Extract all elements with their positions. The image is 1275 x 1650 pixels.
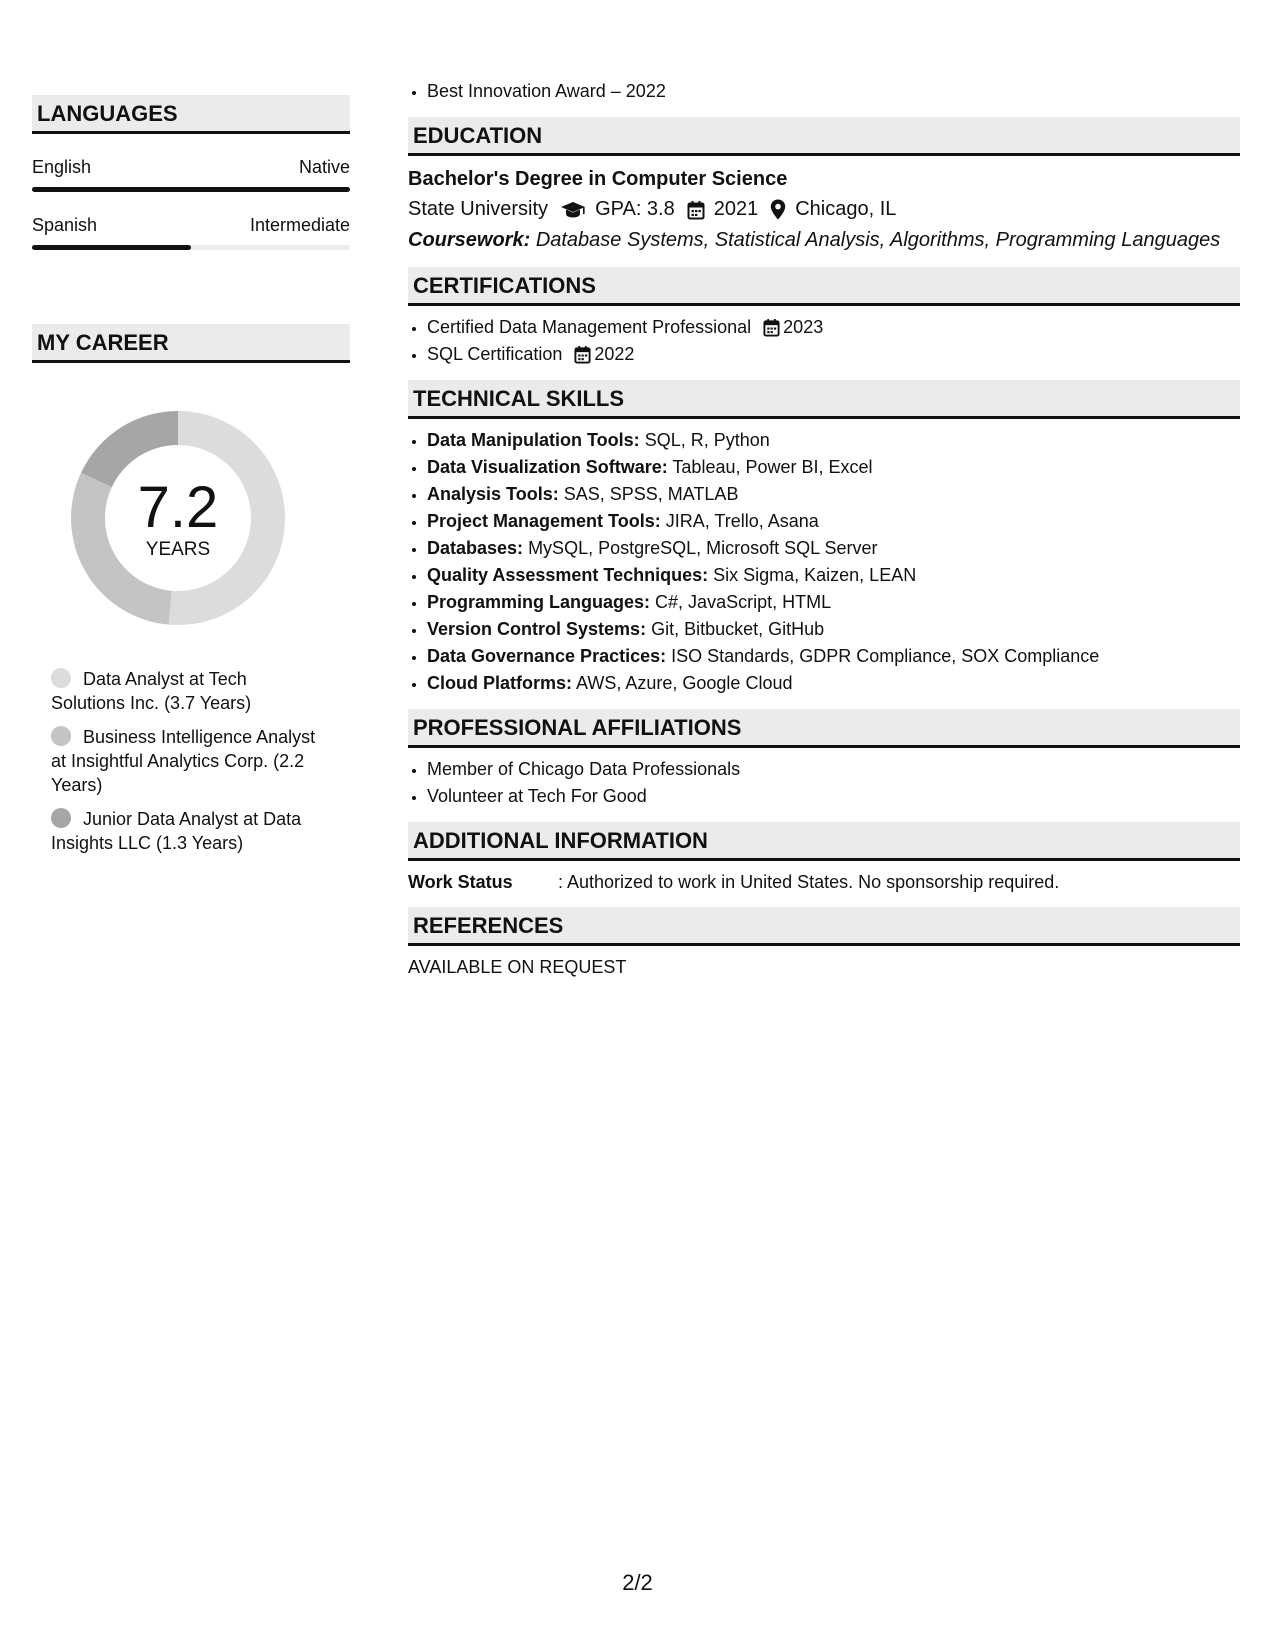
work-status-row bbox=[408, 869, 1240, 895]
affiliation-item: • Volunteer at Tech For Good bbox=[427, 783, 1240, 810]
skill-value: Git, Bitbucket, GitHub bbox=[651, 619, 825, 639]
career-role: Data Analyst at Tech Solutions Inc. (3.7 Years) bbox=[51, 669, 252, 713]
language-level: Intermediate bbox=[249, 215, 350, 235]
education-coursework bbox=[408, 225, 1240, 255]
skill-item bbox=[427, 643, 1240, 670]
education-meta bbox=[408, 194, 1240, 225]
career-legend-item bbox=[51, 667, 321, 715]
additional-info-heading: ADDITIONAL INFORMATION bbox=[408, 822, 1240, 861]
calendar-icon bbox=[763, 318, 780, 337]
language-proficiency-bar bbox=[32, 245, 350, 250]
education-school: State University bbox=[408, 198, 549, 220]
awards-list bbox=[408, 78, 1240, 105]
certifications-heading: CERTIFICATIONS bbox=[408, 267, 1240, 306]
work-status-label: Work Status bbox=[408, 872, 513, 892]
skill-item bbox=[427, 481, 1240, 508]
skill-label: Data Manipulation Tools: bbox=[427, 430, 640, 450]
skill-item bbox=[427, 616, 1240, 643]
education-degree: Bachelor's Degree in Computer Science bbox=[408, 168, 788, 190]
legend-dot-icon bbox=[51, 726, 71, 746]
skill-value: Tableau, Power BI, Excel bbox=[672, 457, 873, 477]
language-name: Spanish bbox=[32, 215, 98, 235]
language-item-spanish bbox=[32, 214, 350, 250]
skill-label: Databases: bbox=[427, 538, 524, 558]
skill-item bbox=[427, 427, 1240, 454]
skill-item bbox=[427, 589, 1240, 616]
skill-value: ISO Standards, GDPR Compliance, SOX Compliance bbox=[671, 646, 1100, 666]
skill-value: C#, JavaScript, HTML bbox=[655, 592, 832, 612]
education-location: Chicago, IL bbox=[795, 198, 897, 220]
language-proficiency-bar bbox=[32, 187, 350, 192]
career-donut-chart bbox=[65, 405, 291, 631]
skill-item bbox=[427, 535, 1240, 562]
skill-item bbox=[427, 508, 1240, 535]
career-legend bbox=[51, 667, 321, 855]
skill-label: Cloud Platforms: bbox=[427, 673, 573, 693]
skill-item bbox=[427, 454, 1240, 481]
career-total-years: 7.2 bbox=[137, 475, 219, 540]
main-content bbox=[408, 78, 1240, 980]
affiliation-item: • Member of Chicago Data Professionals bbox=[427, 756, 1240, 783]
skill-value: SQL, R, Python bbox=[644, 430, 770, 450]
certification-year: 2023 bbox=[783, 317, 824, 337]
page-number: 2/2 bbox=[622, 1570, 653, 1595]
skill-value: AWS, Azure, Google Cloud bbox=[576, 673, 793, 693]
technical-skills-heading: TECHNICAL SKILLS bbox=[408, 380, 1240, 419]
references-text: AVAILABLE ON REQUEST bbox=[408, 957, 627, 977]
career-total-unit: YEARS bbox=[145, 539, 211, 560]
coursework-value: Database Systems, Statistical Analysis, Algorithms, Programming Languages bbox=[535, 229, 1221, 251]
skill-label: Data Visualization Software: bbox=[427, 457, 668, 477]
career-role: Junior Data Analyst at Data Insights LLC (1.3 Years) bbox=[51, 809, 302, 853]
award-item: • Best Innovation Award – 2022 bbox=[427, 78, 1240, 105]
skill-value: JIRA, Trello, Asana bbox=[665, 511, 819, 531]
work-status-value: : Authorized to work in United States. No sponsorship required. bbox=[558, 872, 1060, 892]
skill-value: MySQL, PostgreSQL, Microsoft SQL Server bbox=[528, 538, 878, 558]
certification-name: • Certified Data Management Professional bbox=[427, 317, 752, 337]
language-proficiency-fill bbox=[32, 245, 191, 250]
calendar-icon bbox=[687, 200, 705, 220]
sidebar bbox=[32, 95, 350, 865]
career-legend-item bbox=[51, 725, 321, 797]
skill-item bbox=[427, 670, 1240, 697]
skill-label: Analysis Tools: bbox=[427, 484, 559, 504]
education-heading: EDUCATION bbox=[408, 117, 1240, 156]
certification-item bbox=[427, 314, 1240, 341]
location-pin-icon bbox=[770, 199, 786, 220]
career-legend-item bbox=[51, 807, 321, 855]
skill-value: Six Sigma, Kaizen, LEAN bbox=[713, 565, 917, 585]
skill-label: Programming Languages: bbox=[427, 592, 651, 612]
language-proficiency-fill bbox=[32, 187, 350, 192]
certifications-list bbox=[408, 314, 1240, 368]
affiliations-heading: PROFESSIONAL AFFILIATIONS bbox=[408, 709, 1240, 748]
certification-year: 2022 bbox=[594, 344, 635, 364]
language-item-english bbox=[32, 156, 350, 192]
skill-label: Version Control Systems: bbox=[427, 619, 647, 639]
education-year: 2021 bbox=[713, 198, 759, 220]
language-name: English bbox=[32, 157, 92, 177]
skill-label: Quality Assessment Techniques: bbox=[427, 565, 709, 585]
calendar-icon bbox=[574, 345, 591, 364]
legend-dot-icon bbox=[51, 668, 71, 688]
education-gpa: GPA: 3.8 bbox=[595, 198, 675, 220]
skill-label: Project Management Tools: bbox=[427, 511, 661, 531]
career-heading: MY CAREER bbox=[32, 324, 350, 363]
languages-heading: LANGUAGES bbox=[32, 95, 350, 134]
skill-value: SAS, SPSS, MATLAB bbox=[563, 484, 739, 504]
certification-item bbox=[427, 341, 1240, 368]
graduation-cap-icon bbox=[560, 201, 586, 219]
language-level: Native bbox=[298, 157, 350, 177]
references-heading: REFERENCES bbox=[408, 907, 1240, 946]
certification-name: • SQL Certification bbox=[427, 344, 563, 364]
career-role: Business Intelligence Analyst at Insightful Analytics Corp. (2.2 Years) bbox=[51, 727, 316, 795]
legend-dot-icon bbox=[51, 808, 71, 828]
coursework-label: Coursework: bbox=[408, 229, 531, 251]
skill-label: Data Governance Practices: bbox=[427, 646, 667, 666]
affiliations-list bbox=[408, 756, 1240, 810]
technical-skills-list bbox=[408, 427, 1240, 697]
skill-item bbox=[427, 562, 1240, 589]
